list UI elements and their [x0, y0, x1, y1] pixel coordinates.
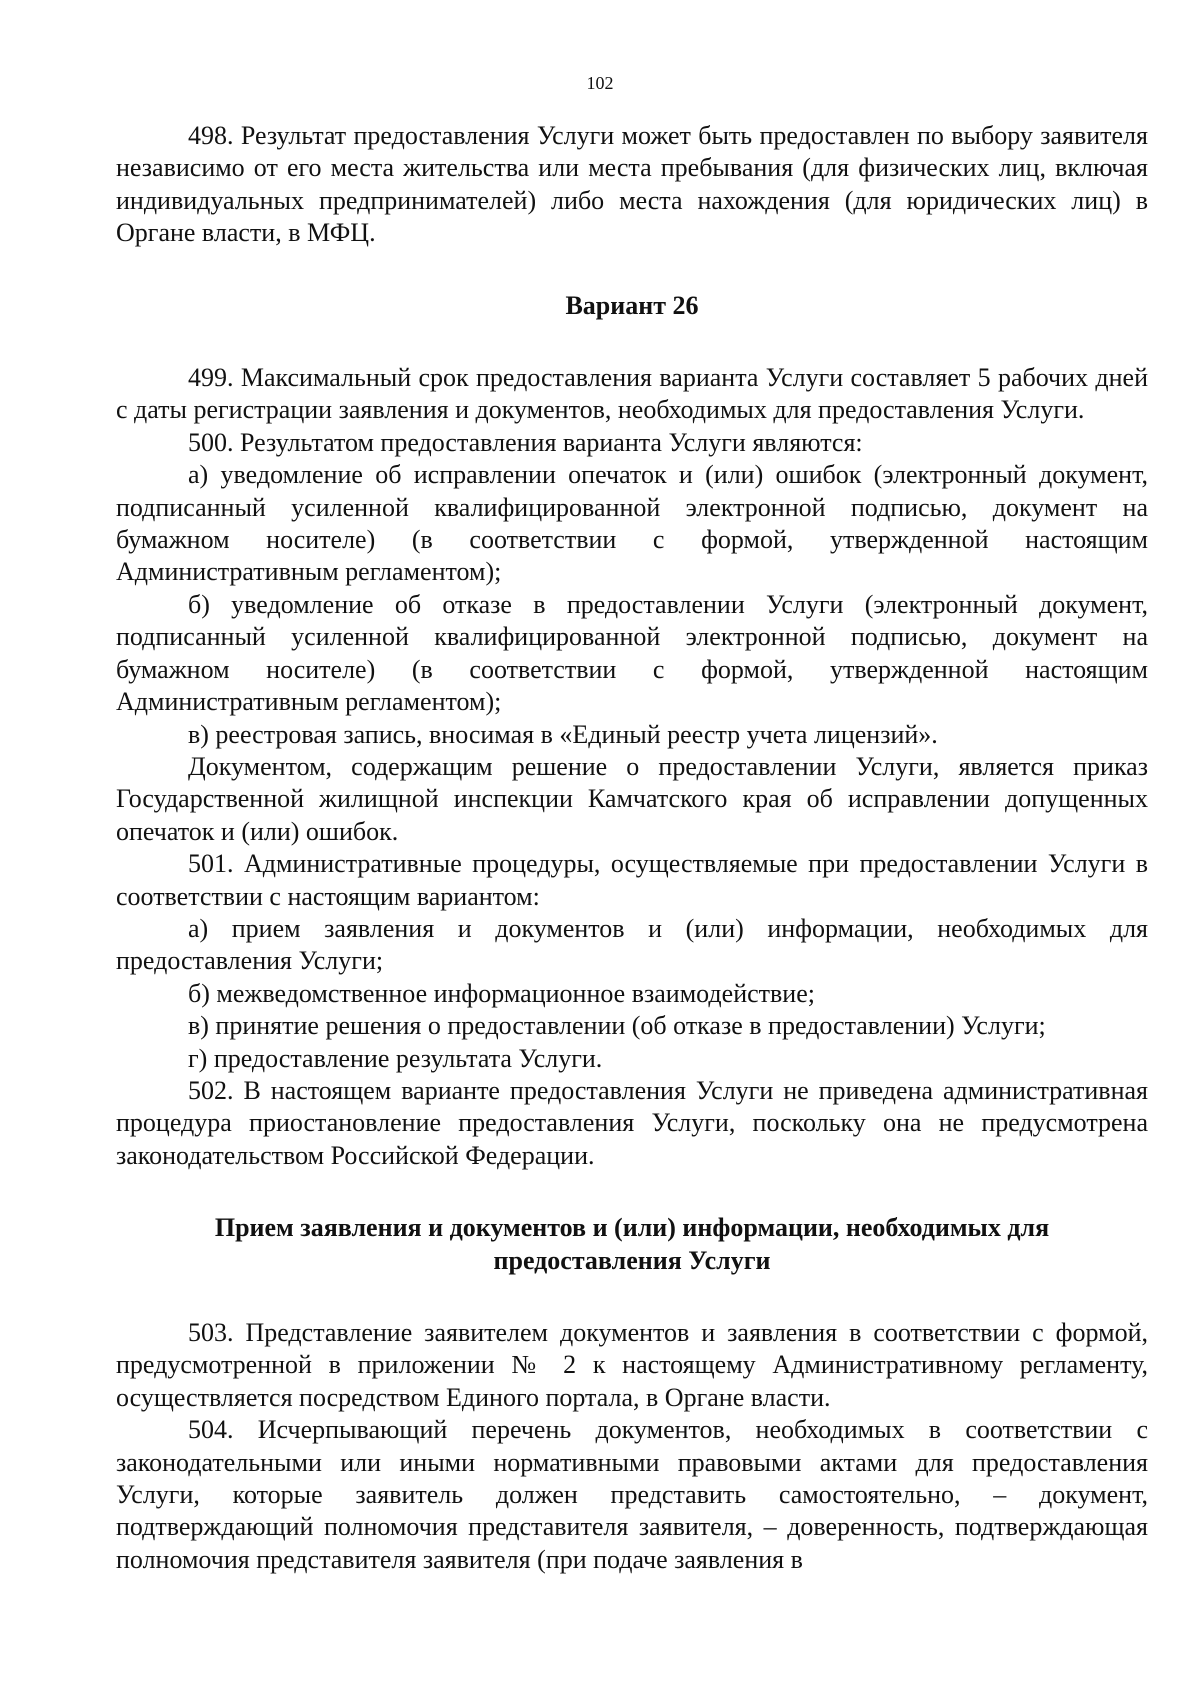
paragraph-503: 503. Представление заявителем документов и заявления в соответствии с формой, предусмотренной в приложении № 2 к настоящему Административному регламенту, осуществляется посредством Единого портала, в Органе власти.: [116, 1318, 1148, 1412]
paragraph-500-v: в) реестровая запись, вносимая в «Единый реестр учета лицензий».: [188, 719, 938, 749]
paragraph-499: 499. Максимальный срок предоставления варианта Услуги составляет 5 рабочих дней с даты регистрации заявления и документов, необходимых для предоставления Услуги.: [116, 363, 1148, 425]
document-body: [116, 120, 1148, 1576]
paragraph-501: 501. Административные процедуры, осуществляемые при предоставлении Услуги в соответствии с настоящим вариантом:: [116, 849, 1148, 911]
paragraph-500-b: б) уведомление об отказе в предоставлении Услуги (электронный документ, подписанный усиленной квалифицированной электронной подписью, документ на бумажном носителе) (в соответствии с формой, утвержденной настоящим Административным регламентом);: [116, 589, 1148, 717]
heading-variant-26: Вариант 26: [565, 290, 699, 320]
paragraph-498: 498. Результат предоставления Услуги может быть предоставлен по выбору заявителя независимо от его места жительства или места пребывания (для физических лиц, включая индивидуальных предпринимателей) либо места нахождения (для юридических лиц) в Органе власти, в МФЦ.: [116, 121, 1148, 248]
paragraph-501-b: б) межведомственное информационное взаимодействие;: [188, 978, 815, 1008]
paragraph-504: 504. Исчерпывающий перечень документов, необходимых в соответствии с законодательными или иными нормативными правовыми актами для предоставления Услуги, которые заявитель должен представить самостоятельно, – документ, подтверждающий полномочия представителя заявителя, – доверенность, подтверждающая полномочия представителя заявителя (при подаче заявления в: [116, 1415, 1148, 1574]
paragraph-501-v: в) принятие решения о предоставлении (об отказе в предоставлении) Услуги;: [188, 1011, 1046, 1041]
paragraph-500-a: а) уведомление об исправлении опечаток и (или) ошибок (электронный документ, подписанный усиленной квалифицированной электронной подписью, документ на бумажном носителе) (в соответствии с формой, утвержденной настоящим Административным регламентом);: [116, 460, 1148, 587]
paragraph-501-g: г) предоставление результата Услуги.: [188, 1043, 603, 1073]
heading-application-reception: Прием заявления и документов и (или) информации, необходимых для предоставления Услуги: [214, 1213, 1050, 1275]
paragraph-501-a: а) прием заявления и документов и (или) информации, необходимых для предоставления Услуги;: [116, 913, 1148, 976]
paragraph-decision-document: Документом, содержащим решение о предоставлении Услуги, является приказ Государственной жилищной инспекции Камчатского края об исправлении допущенных опечаток и (или) ошибок.: [116, 751, 1148, 846]
paragraph-502: 502. В настоящем варианте предоставления Услуги не приведена административная процедура приостановление предоставления Услуги, поскольку она не предусмотрена законодательством Российской Федерации.: [116, 1075, 1148, 1170]
paragraph-500: 500. Результатом предоставления варианта Услуги являются:: [188, 427, 863, 457]
page-number: 102: [586, 73, 614, 93]
